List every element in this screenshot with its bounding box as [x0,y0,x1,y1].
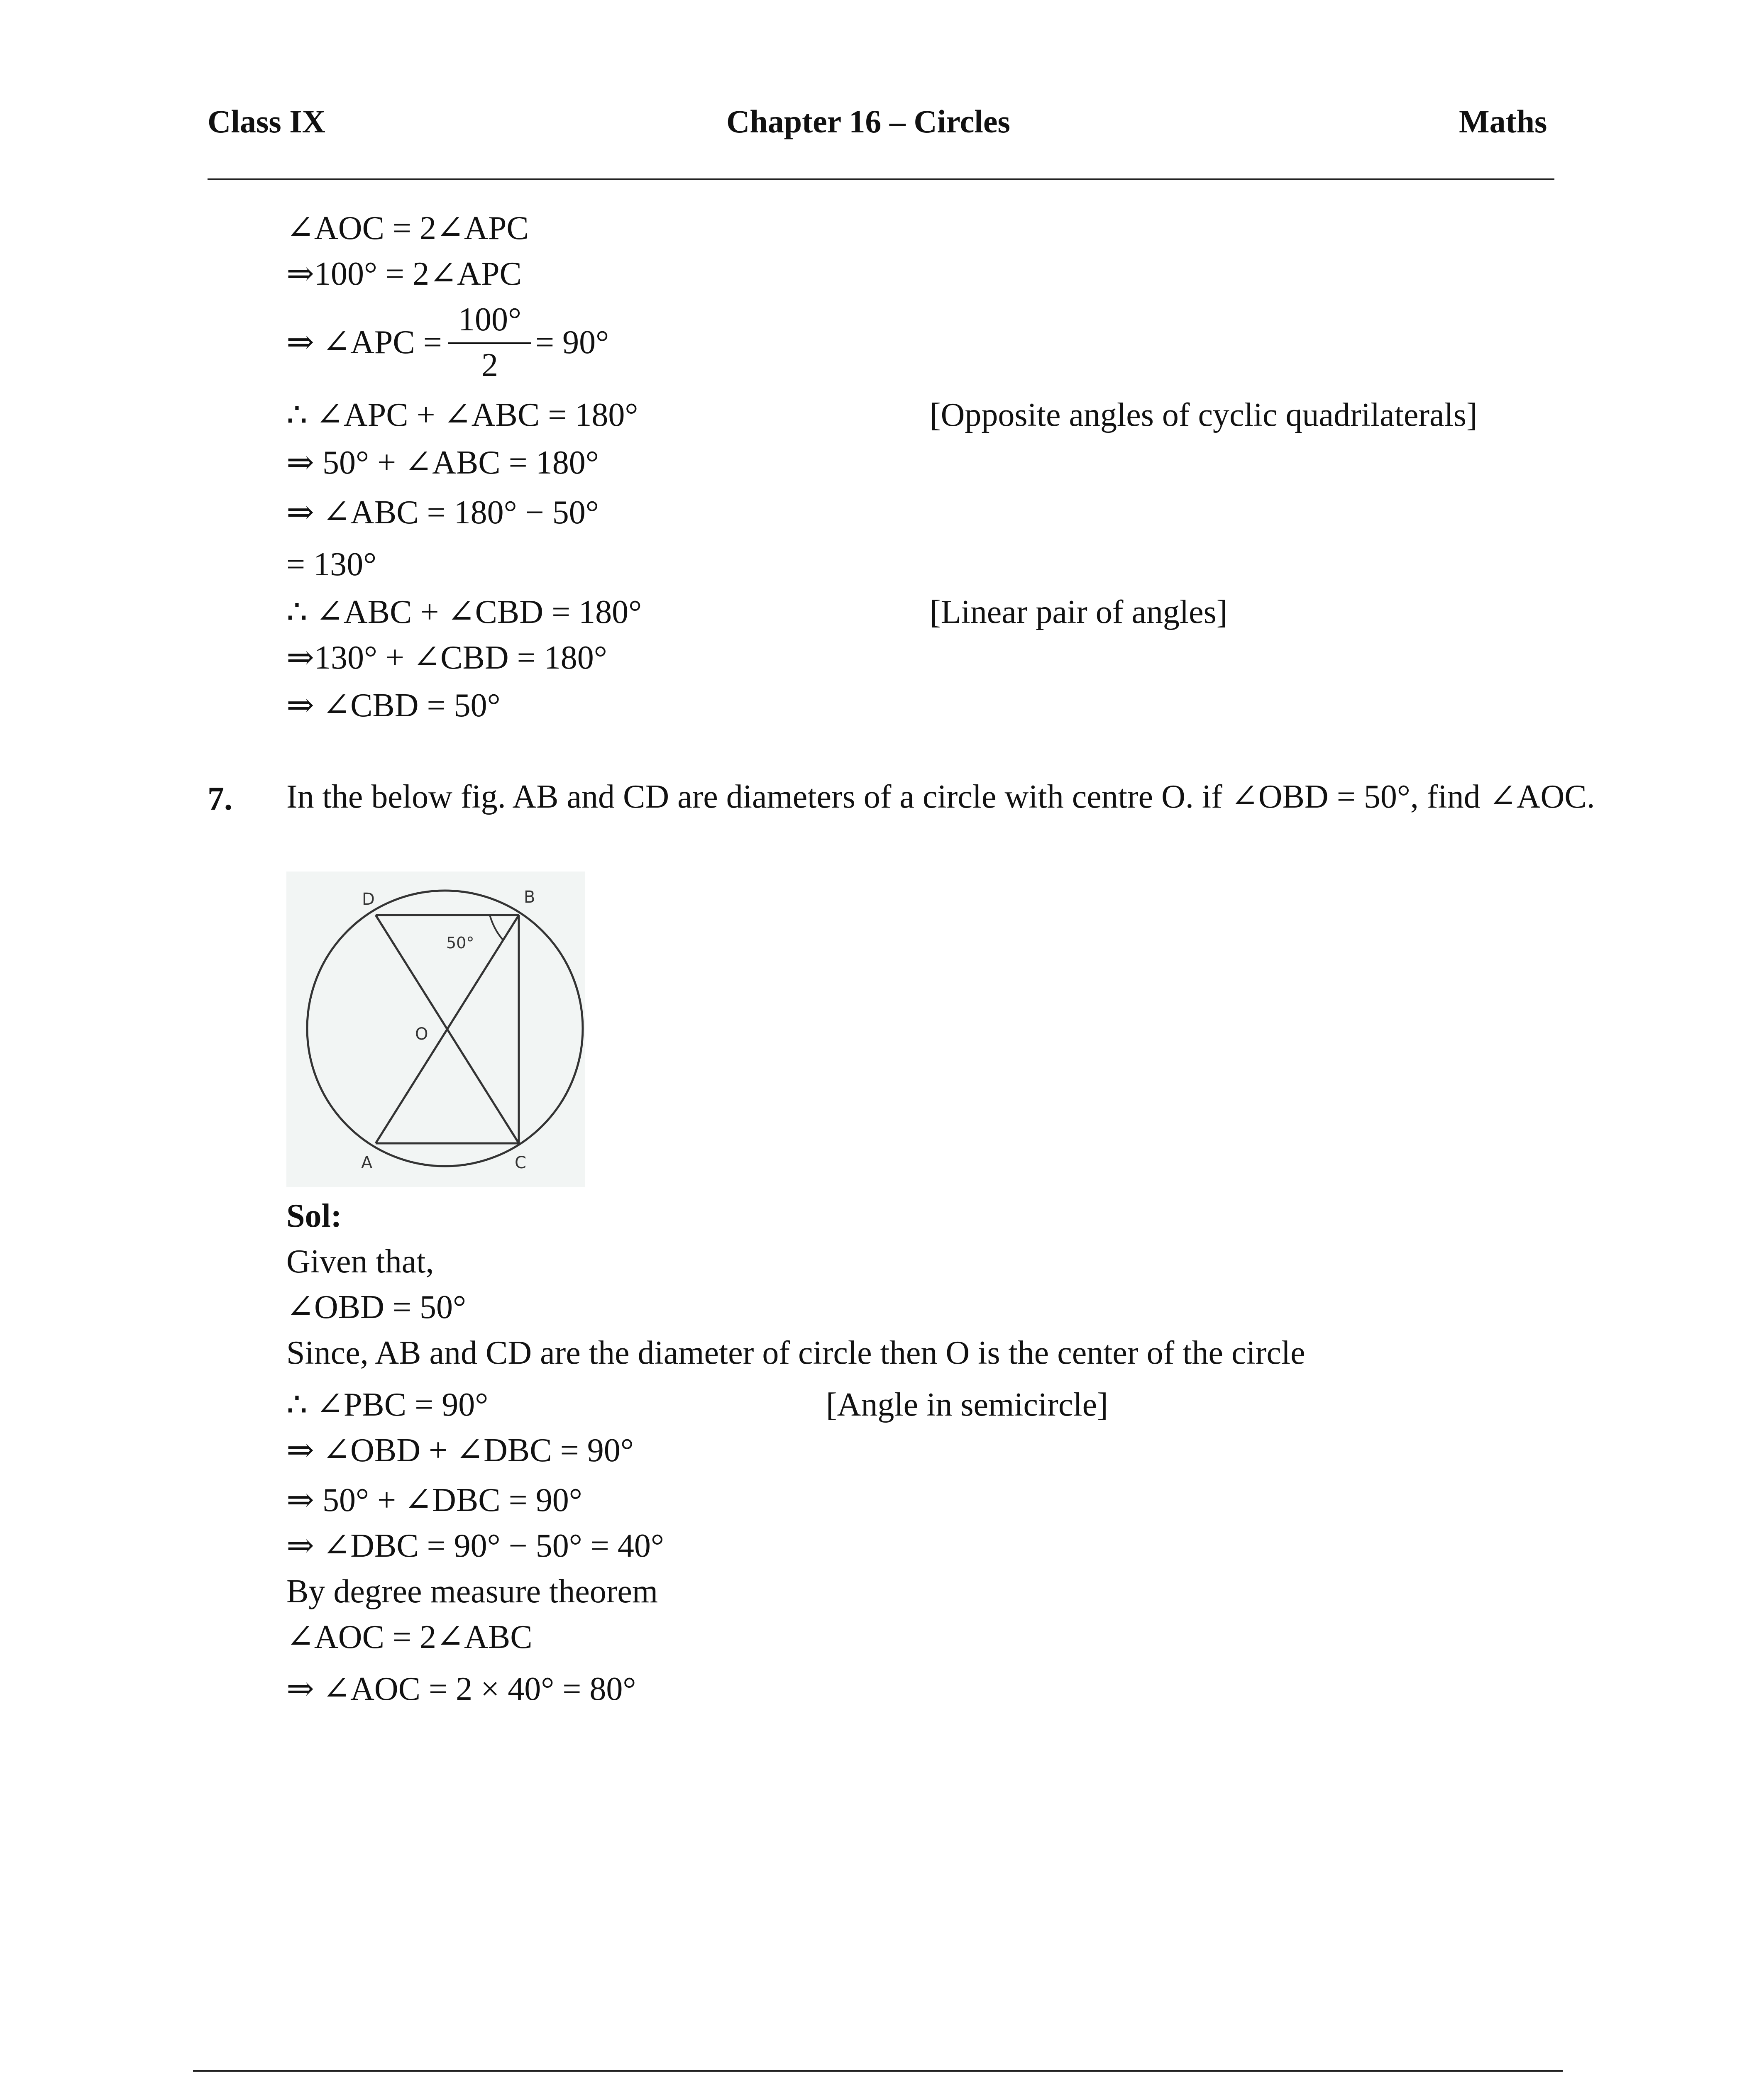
angle-label: 50° [446,934,474,952]
label-a: A [361,1153,373,1172]
sol-pbc: ∴ ∠PBC = 90° [286,1387,489,1423]
eq-apc-prefix: ⇒ ∠APC = [286,324,442,361]
sol-obd-dbc: ⇒ ∠OBD + ∠DBC = 90° [286,1432,634,1469]
label-o: O [415,1025,428,1044]
eq-apc-abc: ∴ ∠APC + ∠ABC = 180° [286,397,638,433]
eq-abc-cbd: ∴ ∠ABC + ∠CBD = 180° [286,594,642,630]
eq-cbd-50: ⇒ ∠CBD = 50° [286,687,501,724]
header-rule [208,178,1554,180]
circle-diagram [286,872,585,1187]
header-chapter: Chapter 16 – Circles [726,103,1010,139]
figure-background [286,872,585,1187]
sol-heading: Sol: [286,1198,342,1234]
eq-100-2apc: ⇒100° = 2∠APC [286,256,522,292]
eq-50-abc: ⇒ 50° + ∠ABC = 180° [286,444,599,481]
note-cyclic-quad: [Opposite angles of cyclic quadrilaterals] [930,397,1478,433]
eq-apc-result: = 90° [535,324,609,361]
sol-given: Given that, [286,1243,434,1280]
question-text: In the below fig. AB and CD are diameters of a circle with centre O. if ∠OBD = 50°, find ∠AOC. [286,779,1595,815]
note-linear-pair: [Linear pair of angles] [930,594,1228,630]
fraction-numerator: 100° [458,301,521,338]
fraction-denominator: 2 [481,347,498,383]
sol-aoc-2abc: ∠AOC = 2∠ABC [286,1619,533,1655]
fraction-bar [448,342,531,344]
label-b: B [524,888,535,907]
sol-obd: ∠OBD = 50° [286,1289,467,1326]
sol-dbc-40: ⇒ ∠DBC = 90° − 50° = 40° [286,1528,664,1564]
sol-aoc-80: ⇒ ∠AOC = 2 × 40° = 80° [286,1671,636,1707]
eq-abc-sub: ⇒ ∠ABC = 180° − 50° [286,494,599,531]
header-subject: Maths [1459,103,1547,139]
eq-130: = 130° [286,546,377,583]
sol-50-dbc: ⇒ 50° + ∠DBC = 90° [286,1482,582,1518]
question-number: 7. [208,781,232,817]
footer-rule [193,2070,1563,2072]
label-d: D [362,890,375,909]
note-semicircle: [Angle in semicircle] [826,1387,1108,1423]
sol-degree-measure: By degree measure theorem [286,1573,658,1610]
header-class: Class IX [208,103,325,139]
eq-130-cbd: ⇒130° + ∠CBD = 180° [286,640,607,676]
sol-diameter-statement: Since, AB and CD are the diameter of circle then O is the center of the circle [286,1335,1305,1371]
label-c: C [515,1153,526,1172]
eq-aoc-2apc: ∠AOC = 2∠APC [286,210,529,247]
